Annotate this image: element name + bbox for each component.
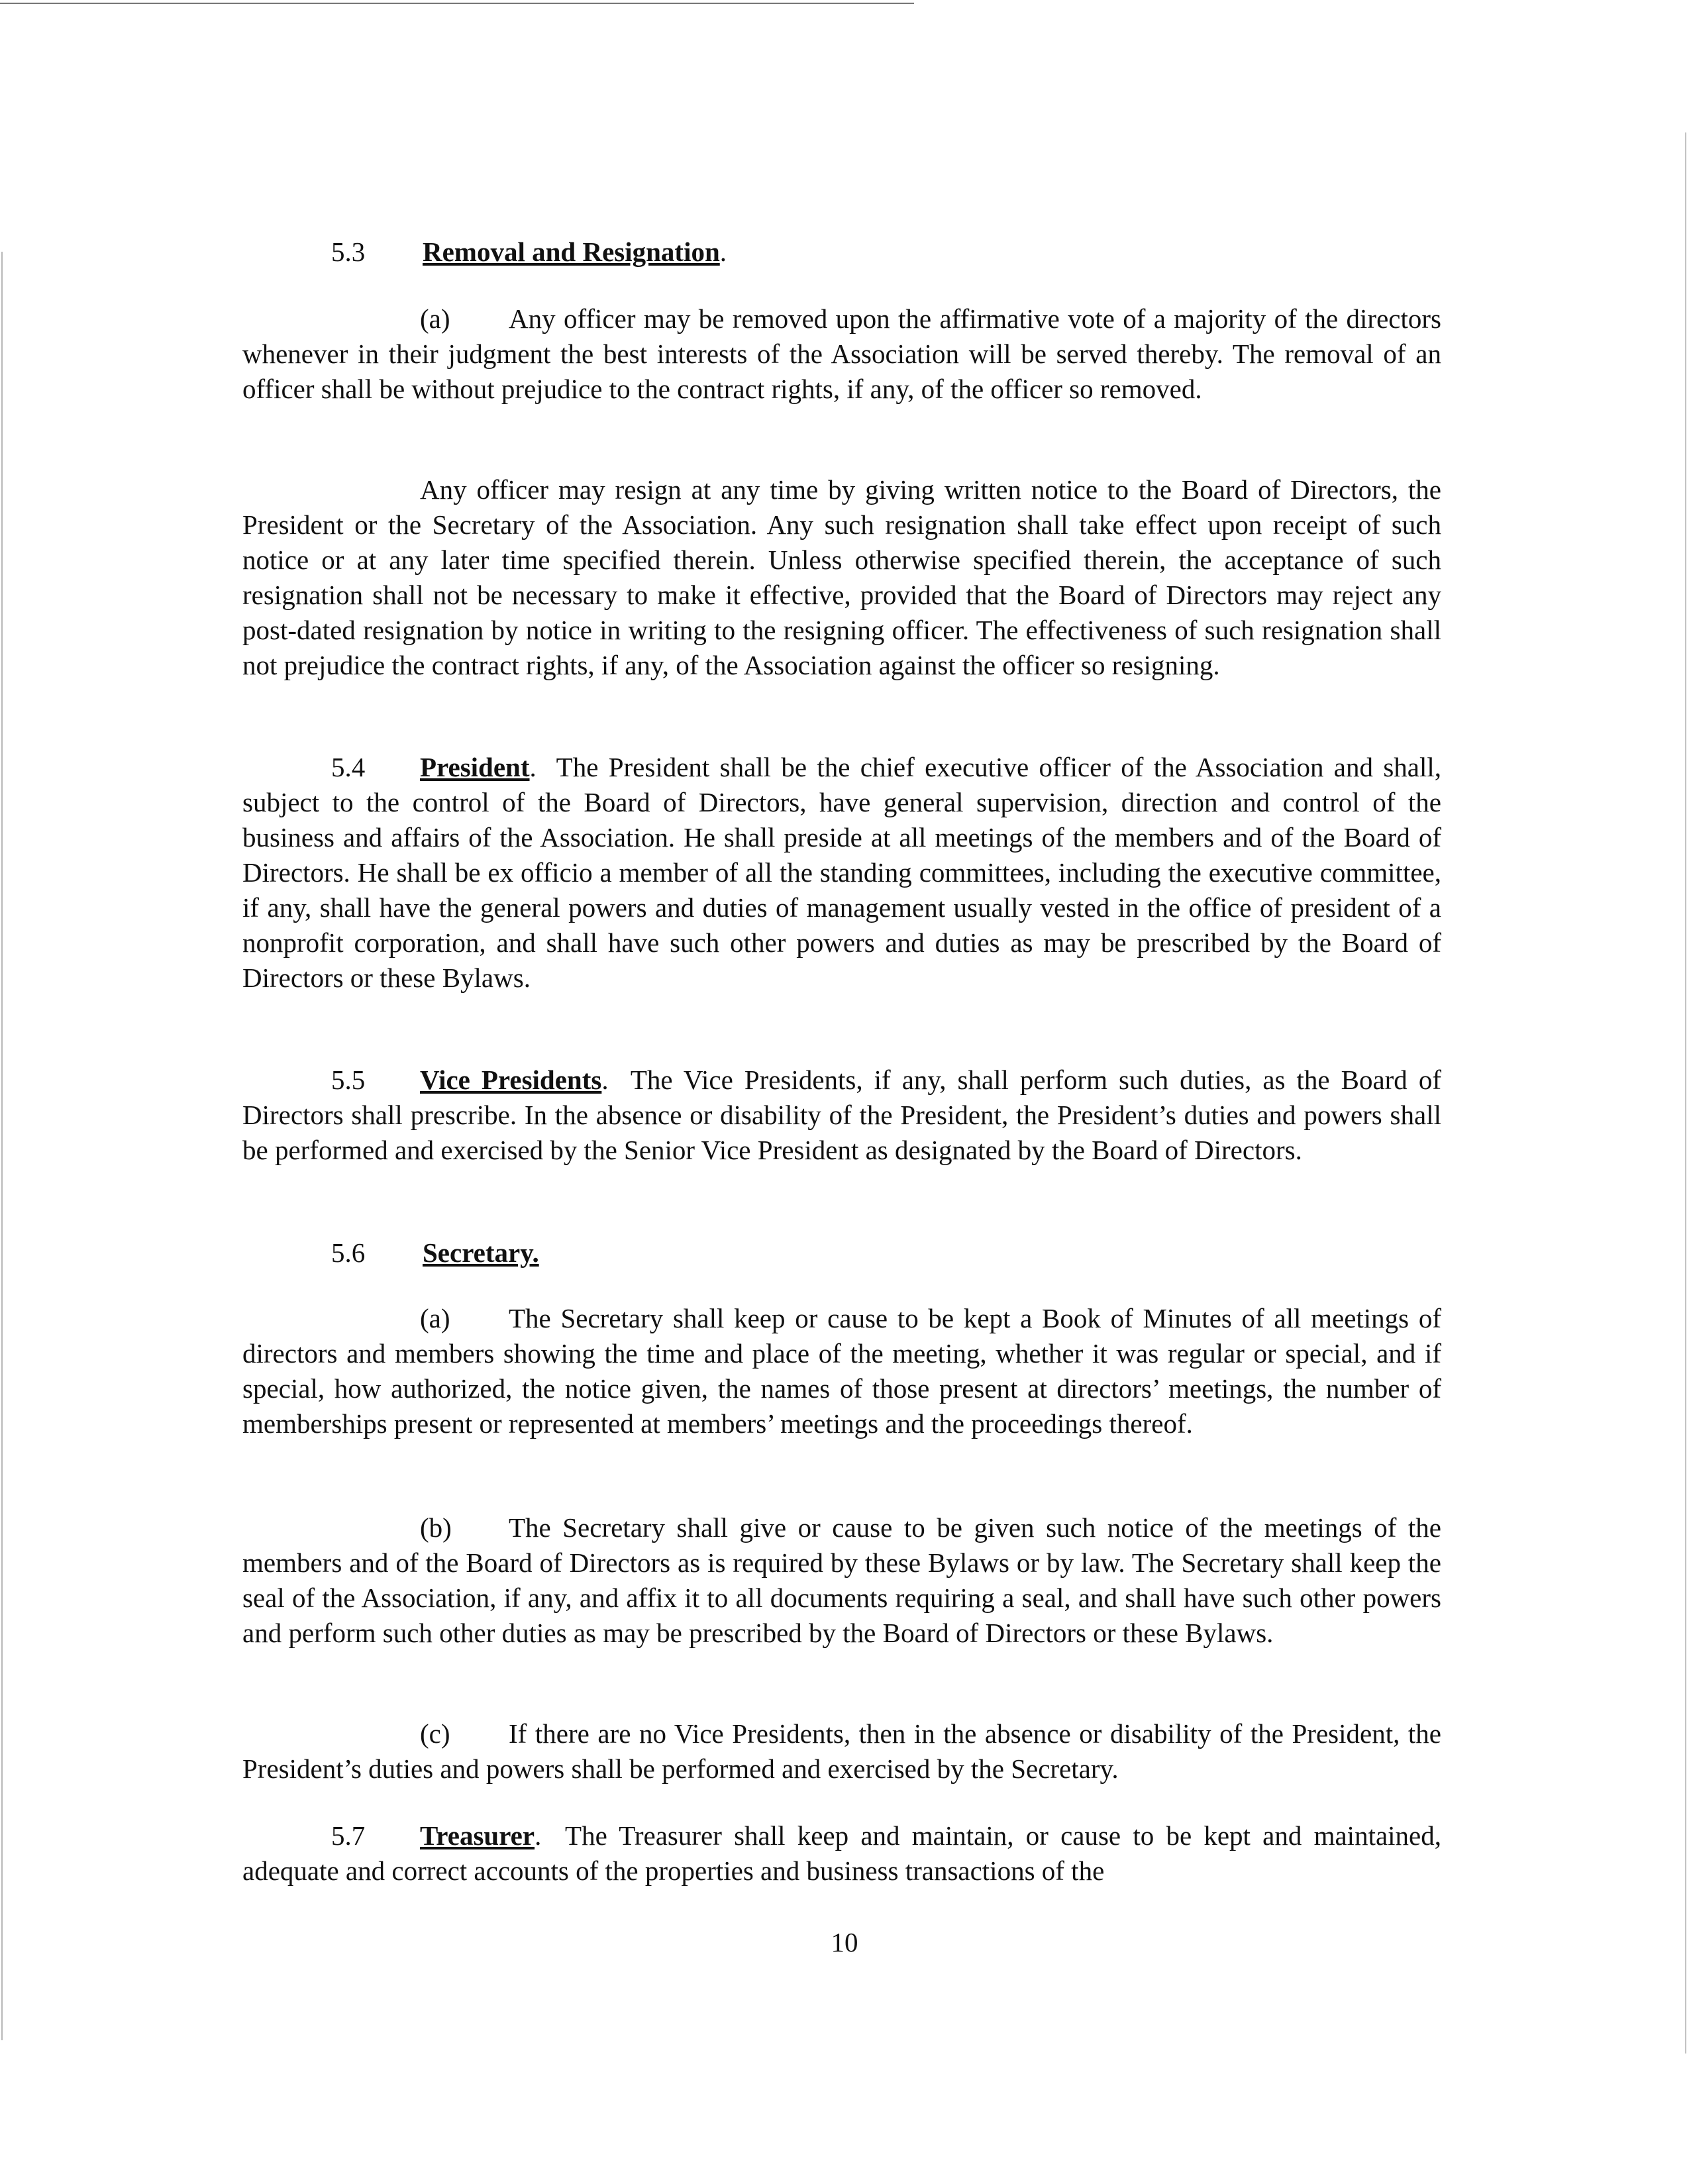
section-title: Treasurer: [420, 1820, 535, 1851]
section-title: Removal and Resignation: [423, 236, 720, 267]
section-title: President: [420, 752, 530, 782]
section-5-5: 5.5 Vice Presidents. The Vice Presidents, if any, shall perform such duties, as the Board of Directors shall prescribe. In the absence or disability of the President, the President’s duties and powers shall be performed and exercised by the Senior Vice President as designated by the Board of Directors.: [242, 1063, 1441, 1168]
section-title: Vice Presidents: [420, 1065, 602, 1095]
para-label: (b): [420, 1512, 452, 1543]
section-5-6-para-c: (c) If there are no Vice Presidents, then in the absence or disability of the President, the President’s duties and powers shall be performed and exercised by the Secretary.: [242, 1716, 1441, 1787]
section-number: 5.4: [331, 752, 366, 782]
page-number: 10: [831, 1927, 858, 1957]
section-number: 5.3: [331, 236, 366, 267]
section-5-3-para-a: (a) Any officer may be removed upon the affirmative vote of a majority of the directors whenever in their judgment the best interests of the Association will be served thereby. The removal of an officer shall be without prejudice to the contract rights, if any, of the officer so removed.: [242, 301, 1441, 407]
scan-edge-top: [0, 3, 914, 4]
section-5-7: 5.7 Treasurer. The Treasurer shall keep and maintain, or cause to be kept and maintained, adequate and correct accounts of the properties and business transactions of the: [242, 1818, 1441, 1889]
scan-edge-right: [1685, 132, 1686, 2054]
section-number: 5.7: [331, 1820, 366, 1851]
section-5-3-para-b: Any officer may resign at any time by giving written notice to the Board of Directors, the President or the Secretary of the Association. Any such resignation shall take effect upon receipt of such notice or at any later time specified therein. Unless otherwise specified therein, the acceptance of such resignation shall not be necessary to make it effective, provided that the Board of Directors may reject any post-dated resignation by notice in writing to the resigning officer. The effectiveness of such resignation shall not prejudice the contract rights, if any, of the Association against the officer so resigning.: [242, 474, 1441, 680]
section-number: 5.5: [331, 1065, 366, 1095]
section-5-4: 5.4 President. The President shall be the chief executive officer of the Association and shall, subject to the control of the Board of Directors, have general supervision, direction and control of the business and affairs of the Association. He shall preside at all meetings of the members and of the Board of Directors. He shall be ex officio a member of all the standing committees, including the executive committee, if any, shall have the general powers and duties of management usually vested in the office of president of a nonprofit corporation, and shall have such other powers and duties as may be prescribed by the Board of Directors or these Bylaws.: [242, 750, 1441, 996]
section-number: 5.6: [331, 1237, 366, 1268]
para-label: (c): [420, 1718, 450, 1749]
section-5-6-para-a: (a) The Secretary shall keep or cause to be kept a Book of Minutes of all meetings of directors and members showing the time and place of the meeting, whether it was regular or special, and if special, how authorized, the notice given, the names of those present at directors’ meetings, the number of memberships present or represented at members’ meetings and the proceedings thereof.: [242, 1301, 1441, 1441]
para-label: (a): [420, 1303, 450, 1333]
section-5-6-para-b: (b) The Secretary shall give or cause to be given such notice of the meetings of the members and of the Board of Directors as is required by these Bylaws or by law. The Secretary shall keep the seal of the Association, if any, and affix it to all documents requiring a seal, and shall have such other powers and perform such other duties as may be prescribed by the Board of Directors or these Bylaws.: [242, 1510, 1441, 1651]
para-label: (a): [420, 303, 450, 334]
section-title: Secretary.: [423, 1237, 539, 1268]
scan-edge-left: [1, 252, 3, 2040]
document-page: 5.3 Removal and Resignation. (a) Any officer may be removed upon the affirmative vote of a majority of the directors whenever in their judgment the best interests of the Association will be served thereby. The removal of an officer shall be without prejudice to the contract rights, if any, of the officer so removed. Any officer may resign at any time by giving written notice to the Board of Directors, the President or the Secretary of the Association. Any such resignation shall take effect upon receipt of such notice or at any later time specified therein. Unless otherwise specified therein, the acceptance of such resignation shall not be necessary to make it effective, provided that the Board of Directors may reject any post-dated resignation by notice in writing to the resigning officer. The effectiveness of such resignation shall not prejudice the contract rights, if any, of the Association against the officer so resigning. 5.4 President. The President shall be the chief executive officer of the Association and shall, subject to the control of the Board of Directors, have general supervision, direction and control of the business and affairs of the Association. He shall preside at all meetings of the members and of the Board of Directors. He shall be ex officio a member of all the standing committees, including the executive committee, if any, shall have the general powers and duties of management usually vested in the office of president of a nonprofit corporation, and shall have such other powers and duties as may be prescribed by the Board of Directors or these Bylaws. 5.5 Vice Presidents. The Vice Presidents, if any, shall perform such duties, as the Board of Directors shall prescribe. In the absence or disability of the President, the President’s duties and powers shall be performed and exercised by the Senior Vice President as designated by the Board of Directors. 5.6 Secretary. (a) The Secretary shall keep or cause to be kept a Book of Minutes of all meetings of directors and members showing the time and place of the meeting, whether it was regular or special, and if special, how authorized, the notice given, the names of those present at directors’ meetings, the number of memberships present or represented at members’ meetings and the proceedings thereof. (b) The Secretary shall give or cause to be given such notice of the meetings of the members and of the Board of Directors as is required by these Bylaws or by law. The Secretary shall keep the seal of the Association, if any, and affix it to all documents requiring a seal, and shall have such other powers and perform such other duties as may be prescribed by the Board of Directors or these Bylaws. (c) If there are no Vice Presidents, then in the absence or disability of the President, the President’s duties and powers shall be performed and exercised by the Secretary. 5.7 Treasurer. The Treasurer shall keep and maintain, or cause to be kept and maintained, adequate and correct accounts of the properties and business transactions of the 10: [0, 0, 1689, 2184]
